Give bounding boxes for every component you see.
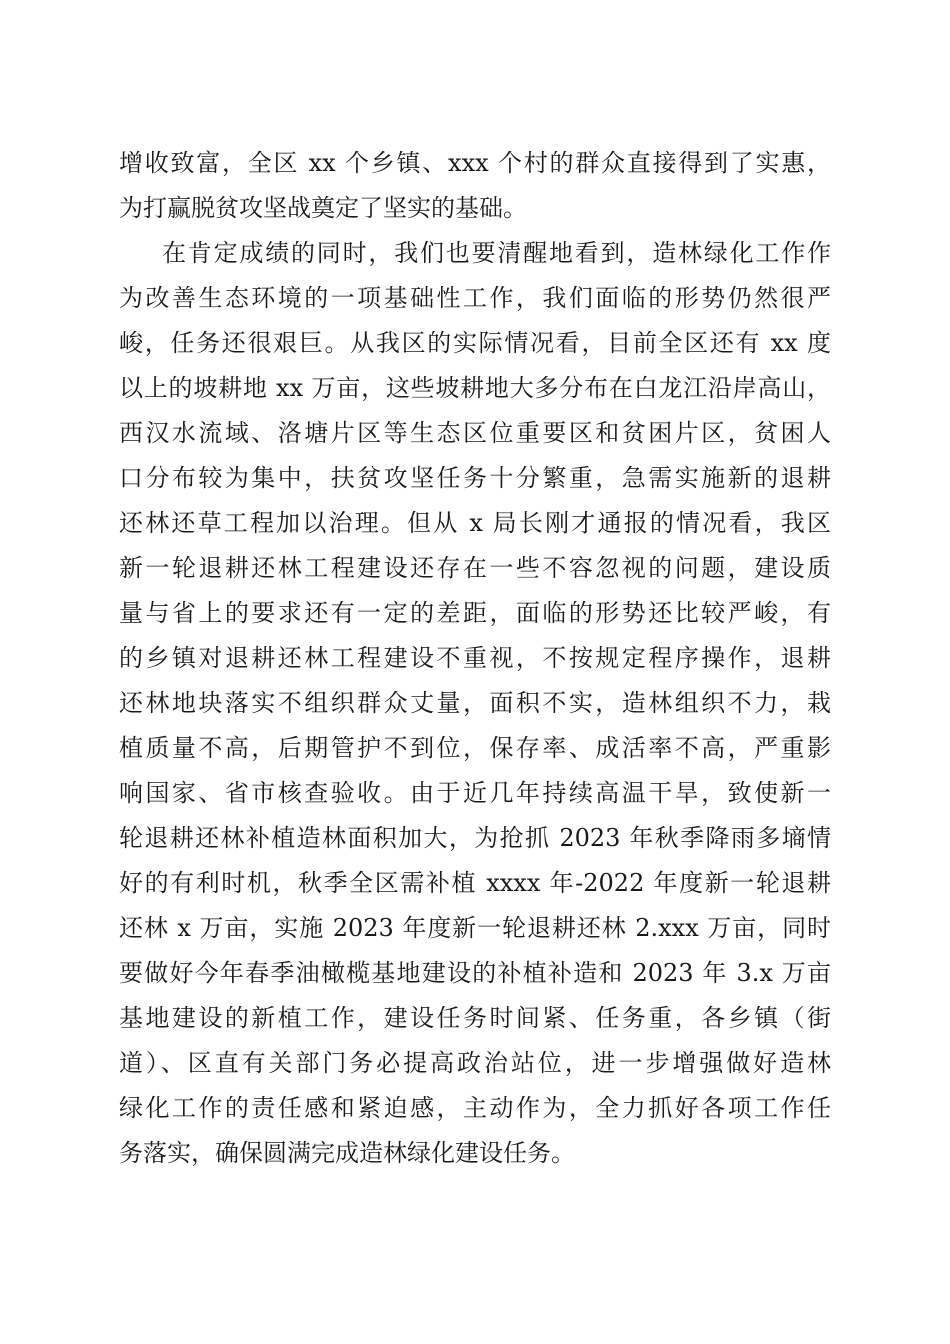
text-line: 植质量不高，后期管护不到位，保存率、成活率不高，严重影 (119, 734, 831, 762)
text-line: 西汉水流域、洛塘片区等生态区位重要区和贫困片区，贫困人 (119, 419, 831, 447)
text-line: 还林地块落实不组织群众丈量，面积不实，造林组织不力，栽 (119, 689, 831, 717)
text-line: 为改善生态环境的一项基础性工作，我们面临的形势仍然很严 (119, 284, 831, 312)
text-line: 好的有利时机，秋季全区需补植 xxxx 年-2022 年度新一轮退耕 (119, 869, 831, 897)
text-line: 还林 x 万亩，实施 2023 年度新一轮退耕还林 2.xxx 万亩，同时 (119, 914, 831, 942)
text-line: 峻，任务还很艰巨。从我区的实际情况看，目前全区还有 xx 度 (119, 329, 831, 357)
text-line: 增收致富，全区 xx 个乡镇、xxx 个村的群众直接得到了实惠， (119, 149, 831, 177)
text-line: 要做好今年春季油橄榄基地建设的补植补造和 2023 年 3.x 万亩 (119, 959, 831, 987)
text-line: 绿化工作的责任感和紧迫感，主动作为，全力抓好各项工作任 (119, 1094, 831, 1122)
text-line: 口分布较为集中，扶贫攻坚任务十分繁重，急需实施新的退耕 (119, 464, 831, 492)
text-line: 的乡镇对退耕还林工程建设不重视，不按规定程序操作，退耕 (119, 644, 831, 672)
paragraph-end-line: 为打赢脱贫攻坚战奠定了坚实的基础。 (119, 194, 527, 222)
body-text (119, 141, 831, 1176)
text-line: 量与省上的要求还有一定的差距，面临的形势还比较严峻，有 (119, 599, 831, 627)
text-line: 轮退耕还林补植造林面积加大，为抢抓 2023 年秋季降雨多墒情 (119, 824, 831, 852)
text-line: 基地建设的新植工作，建设任务时间紧、任务重，各乡镇（街 (119, 1004, 831, 1032)
paragraph-start-line: 在肯定成绩的同时，我们也要清醒地看到，造林绿化工作作 (162, 239, 831, 267)
text-line: 响国家、省市核查验收。由于近几年持续高温干旱，致使新一 (119, 779, 831, 807)
text-line: 还林还草工程加以治理。但从 x 局长刚才通报的情况看，我区 (119, 509, 831, 537)
text-line: 道）、区直有关部门务必提高政治站位，进一步增强做好造林 (119, 1049, 831, 1077)
text-line: 以上的坡耕地 xx 万亩，这些坡耕地大多分布在白龙江沿岸高山， (119, 374, 831, 402)
text-line: 新一轮退耕还林工程建设还存在一些不容忽视的问题，建设质 (119, 554, 831, 582)
paragraph-end-line: 务落实，确保圆满完成造林绿化建设任务。 (119, 1139, 575, 1167)
